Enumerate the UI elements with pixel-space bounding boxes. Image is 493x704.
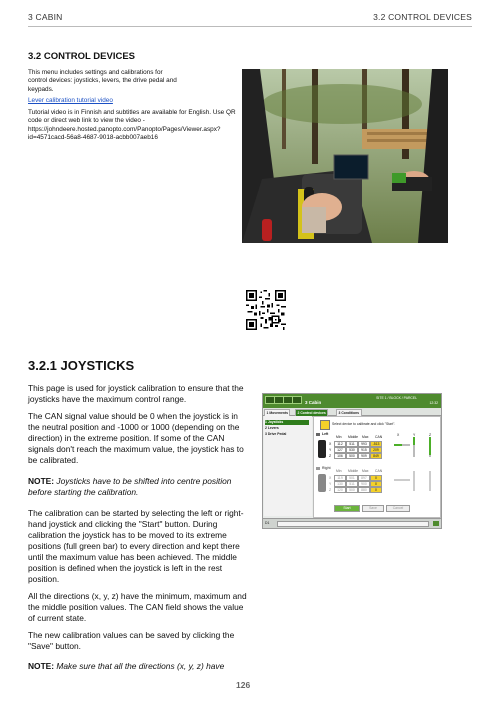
right-z-min: 120: [334, 487, 346, 493]
right-z-can: 0: [370, 487, 382, 493]
left-y-min: 127: [334, 447, 346, 453]
status-text: D1: [265, 521, 270, 525]
right-label: Right: [322, 466, 331, 470]
axis-label: Z: [329, 488, 332, 492]
calibration-screenshot: [262, 393, 442, 529]
right-z-middle: 500: [346, 487, 358, 493]
tab-movements[interactable]: 1 Movements: [264, 409, 290, 417]
note-label: NOTE:: [28, 476, 55, 486]
left-y-can: 209: [370, 447, 382, 453]
col-max: Max: [362, 435, 369, 439]
video-link[interactable]: Lever calibration tutorial video: [28, 97, 113, 104]
right-z-bar: [429, 471, 431, 491]
left-x-middle: 511: [346, 441, 358, 447]
left-y-middle: 530: [346, 447, 358, 453]
left-z-bar: [429, 437, 431, 457]
status-field: [277, 521, 429, 527]
qr-code: [246, 290, 286, 330]
section-title: 3.2 CONTROL DEVICES: [28, 51, 135, 62]
left-x-can: -513: [370, 441, 382, 447]
right-x-middle: 501: [346, 475, 358, 481]
axis-x-label: X: [397, 433, 400, 437]
sidebar-item-drive-pedal[interactable]: 3 Drive Pedal: [265, 432, 287, 436]
left-z-can: 849: [370, 453, 382, 459]
col-middle: Middle: [348, 435, 358, 439]
axis-label: X: [329, 442, 332, 446]
right-x-max: 897: [358, 475, 370, 481]
header-section: 3.2 CONTROL DEVICES: [373, 12, 472, 22]
left-y-max: 915: [358, 447, 370, 453]
page-number: 126: [236, 680, 251, 690]
cancel-button[interactable]: Cancel: [386, 505, 410, 512]
col-max: Max: [362, 469, 369, 473]
save-button[interactable]: Save: [362, 505, 384, 512]
right-y-min: 130: [334, 481, 346, 487]
ui-time: 12:32: [429, 401, 438, 405]
ui-statusbar: [263, 518, 441, 528]
ui-instruction: Select device to calibrate and click "Start".: [332, 422, 396, 426]
left-x-max: 993: [358, 441, 370, 447]
axis-label: X: [329, 476, 332, 480]
tab-conditions[interactable]: 3 Conditions: [336, 409, 362, 417]
ui-title: 3 Cabin: [305, 400, 322, 405]
note-2: [28, 661, 250, 672]
start-button[interactable]: Start: [334, 505, 360, 512]
right-y-bar: [413, 471, 415, 491]
status-icon: [433, 521, 439, 526]
axis-label: Z: [329, 454, 332, 458]
col-min: Min: [336, 469, 342, 473]
header-chapter: 3 CABIN: [28, 12, 63, 22]
settings-icon[interactable]: [292, 396, 302, 404]
axis-label: Y: [329, 482, 332, 486]
cabin-photo: [242, 69, 448, 243]
ui-site: SITE 1 / BLOCK / PARCEL: [376, 395, 417, 400]
section-intro: This menu includes settings and calibrations for control devices: joysticks, levers, the drive pedal and keypads.: [28, 69, 177, 93]
ui-tabs: [263, 408, 441, 416]
right-x-bar: [394, 479, 410, 481]
info-icon: [320, 420, 330, 430]
joysticks-body: [28, 383, 250, 678]
left-label: Left: [322, 432, 329, 436]
joystick-icon: [318, 474, 326, 492]
radio-left[interactable]: [316, 433, 320, 436]
ui-toolbar: [263, 394, 441, 408]
axis-label: Y: [329, 448, 332, 452]
paragraph: The new calibration values can be saved by clicking the "Save" button.: [28, 630, 235, 651]
note-1: [28, 476, 250, 498]
paragraph: This page is used for joystick calibration to ensure that the joysticks have the maximum control range.: [28, 383, 244, 404]
left-x-bar: [394, 444, 410, 446]
paragraph: The CAN signal value should be 0 when the joystick is in the neutral position and -1000 or 1000 (depending on the direction) in the extreme position. If some of the CAN signals don't reach the maximum value, the joystick has to be calibrated.: [28, 411, 244, 465]
sidebar-item-levers[interactable]: 2 Levers: [265, 426, 279, 430]
left-x-min: 112: [334, 441, 346, 447]
col-can: CAN: [375, 435, 383, 439]
right-z-max: 880: [358, 487, 370, 493]
col-middle: Middle: [348, 469, 358, 473]
right-y-middle: 511: [346, 481, 358, 487]
left-z-max: 909: [358, 453, 370, 459]
col-min: Min: [336, 435, 342, 439]
right-col-headers: [328, 469, 390, 473]
axis-y-label: Y: [413, 433, 416, 437]
joystick-icon: [318, 440, 326, 458]
video-note: Tutorial video is in Finnish and subtitles are available for English. Use QR code or direct web link to view the video - https://johndeere.hosted.panopto.com/Panopto/Pages/Viewer.aspx?id=4571cacd-56a8-4687-9018-acbb007aeb16: [28, 109, 236, 141]
radio-right[interactable]: [316, 467, 320, 470]
note-text: Joysticks have to be shifted into centre position before starting the calibration.: [28, 476, 232, 497]
sidebar-item-joysticks[interactable]: 1 Joysticks: [265, 420, 309, 425]
ui-sidebar: [264, 416, 312, 516]
note-text: Make sure that all the directions (x, y, z) have: [56, 661, 225, 671]
tab-control-devices[interactable]: 2 Control devices: [295, 409, 328, 417]
axis-z-label: Z: [429, 433, 432, 437]
right-y-can: 0: [370, 481, 382, 487]
col-can: CAN: [375, 469, 383, 473]
paragraph: All the directions (x, y, z) have the minimum, maximum and the middle position values. The CAN field shows the value of current state.: [28, 591, 247, 623]
subsection-title: 3.2.1 JOYSTICKS: [28, 358, 135, 373]
right-x-min: 119: [334, 475, 346, 481]
note-label: NOTE:: [28, 661, 55, 671]
left-z-min: 106: [334, 453, 346, 459]
left-y-bar: [413, 437, 415, 457]
header-divider: [28, 26, 472, 27]
left-z-middle: 500: [346, 453, 358, 459]
paragraph: The calibration can be started by selecting the left or right-hand joystick and clicking the "Start" button. During calibration the joystick has to be moved to its extreme positions (full green bar) to every direction and kept there until the maximum value has been achieved. The middle position is defined when the joystick is left in the rest position.: [28, 508, 244, 584]
right-x-can: 0: [370, 475, 382, 481]
ui-panel: [313, 416, 441, 518]
right-y-max: 900: [358, 481, 370, 487]
left-col-headers: [328, 435, 390, 439]
